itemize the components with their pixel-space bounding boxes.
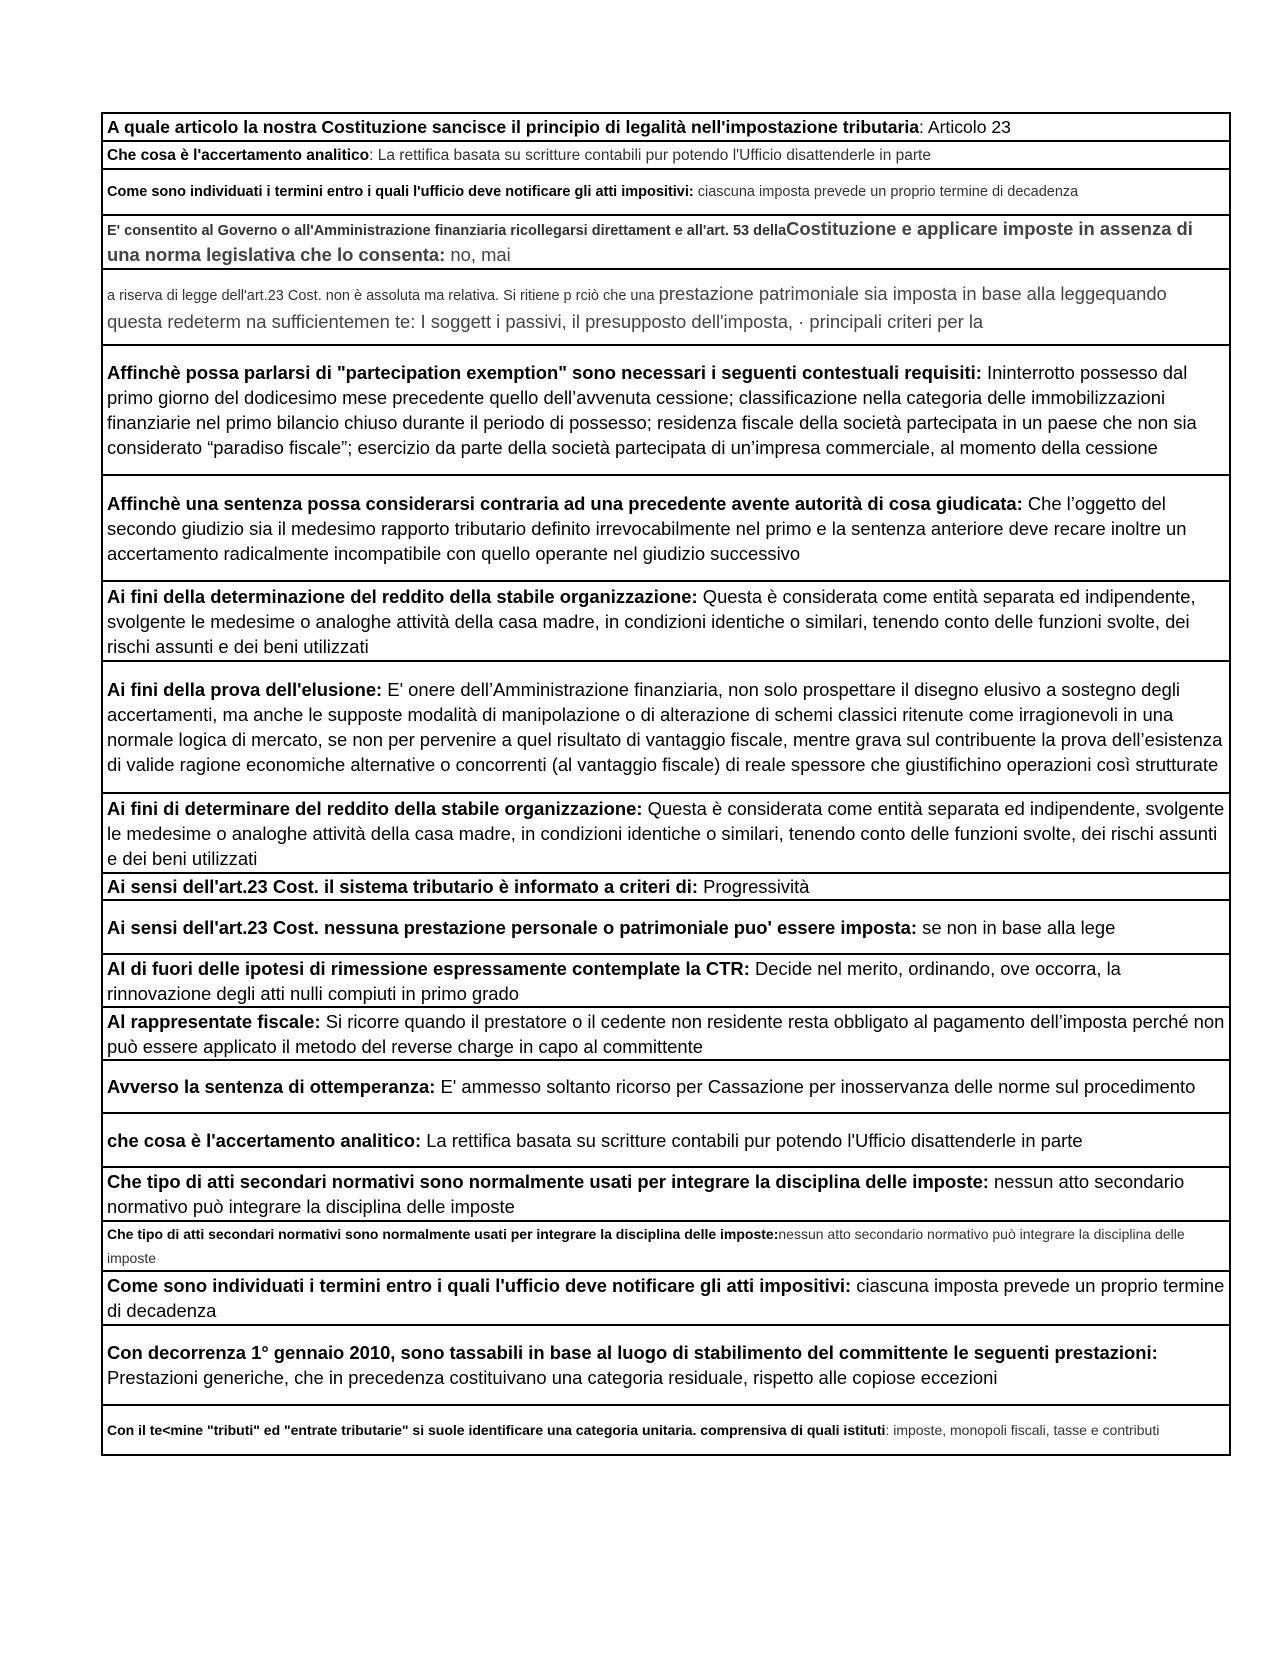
table-row xyxy=(101,114,1231,142)
table-row xyxy=(101,1061,1231,1114)
question: Affinchè possa parlarsi di "partecipation exemption" sono necessari i seguenti contestuali requisiti: xyxy=(107,362,982,383)
question: Affinchè una sentenza possa considerarsi contraria ad una precedente avente autorità di cosa giudicata: xyxy=(107,492,1023,514)
row-text xyxy=(107,360,1225,460)
table-row xyxy=(101,170,1231,216)
table-row xyxy=(101,142,1231,170)
question: Ai sensi dell'art.23 Cost. il sistema tributario è informato a criteri di: xyxy=(107,876,698,897)
table-row xyxy=(101,794,1231,874)
row-text xyxy=(107,281,1225,334)
row-text xyxy=(107,1222,1225,1270)
question: Come sono individuati i termini entro i quali l'ufficio deve notificare gli atti impositivi: xyxy=(107,1275,852,1296)
row-text xyxy=(107,180,1225,204)
question: Ai fini di determinare del reddito della stabile organizzazione: xyxy=(107,797,643,819)
table-row xyxy=(101,955,1231,1008)
row-text xyxy=(107,217,1225,267)
answer: Prestazioni generiche, che in precedenza costituivano una categoria residuale, rispetto alle copiose eccezioni xyxy=(107,1367,998,1388)
question: Con il te<mine "tributi" ed "entrate tributarie" si suole identificare una categoria unitaria. comprensiva di quali istituti xyxy=(107,1422,886,1438)
table-row xyxy=(101,1326,1231,1406)
row-text xyxy=(107,491,1225,566)
answer: E' ammesso soltanto ricorso per Cassazione per inosservanza delle norme sul procedimento xyxy=(435,1076,1196,1097)
row-text xyxy=(107,915,1225,940)
table-row xyxy=(101,476,1231,582)
answer: no, mai xyxy=(445,244,511,265)
table-row xyxy=(101,1272,1231,1326)
answer: : La rettifica basata su scritture contabili pur potendo l'Ufficio disattenderle in parte xyxy=(369,146,931,164)
question: Ai fini della determinazione del reddito della stabile organizzazione: xyxy=(107,585,698,607)
table-row xyxy=(101,346,1231,476)
table-row xyxy=(101,582,1231,662)
answer: : Articolo 23 xyxy=(919,116,1011,137)
question: Come sono individuati i termini entro i quali l'ufficio deve notificare gli atti impositivi: xyxy=(107,184,694,200)
row-text xyxy=(107,1273,1225,1323)
answer: nessun atto secondario normativo può integrare la disciplina delle imposte xyxy=(107,1226,1185,1266)
table-row xyxy=(101,1222,1231,1272)
question: Avverso la sentenza di ottemperanza: xyxy=(107,1076,436,1097)
row-text xyxy=(107,1009,1225,1059)
answer: Che l’oggetto del secondo giudizio sia il medesimo rapporto tributario definito irrevocabilmente nel primo e la sentenza anteriore deve recare inoltre un accertamento radicalmente incompatibile con quello operante nel giudizio successivo xyxy=(107,492,1187,564)
row-text xyxy=(107,1340,1225,1390)
row-text xyxy=(107,796,1225,871)
row-text xyxy=(107,1169,1225,1219)
answer: Progressività xyxy=(698,876,810,897)
row-text xyxy=(107,584,1225,659)
question: Ai sensi dell'art.23 Cost. nessuna prestazione personale o patrimoniale puo' essere imposta: xyxy=(107,916,918,938)
answer: ciascuna imposta prevede un proprio termine di decadenza xyxy=(693,184,1079,200)
answer: Si ricorre quando il prestatore o il cedente non residente resta obbligato al pagamento dell’imposta perché non può essere applicato il metodo del reverse charge in capo al committente xyxy=(107,1010,1225,1057)
answer: : imposte, monopoli fiscali, tasse e contributi xyxy=(885,1422,1160,1438)
row-text xyxy=(107,143,1225,168)
question: E' consentito al Governo o all'Amministrazione finanziaria ricollegarsi direttament e all'art. 53 della xyxy=(107,223,787,239)
row-text xyxy=(107,956,1225,1006)
table-row xyxy=(101,1008,1231,1061)
row-text xyxy=(107,115,1225,140)
answer: E' onere dell’Amministrazione finanziaria, non solo prospettare il disegno elusivo a sostegno degli accertamenti, ma anche le supposte modalità di manipolazione o di alterazione di schemi classici ritenute come irragionevoli in una normale logica di mercato, se non per pervenire a quel risultato di vantaggio fiscale, mentre grava sul contribuente la prova dell’esistenza di valide ragione economiche alternative o concorrenti (al vantaggio fiscale) di reale spessore che giustifichino operazioni così strutturate xyxy=(107,679,1223,775)
answer: La rettifica basata su scritture contabili pur potendo l'Ufficio disattenderle in parte xyxy=(421,1129,1083,1151)
table-row xyxy=(101,901,1231,955)
table-row xyxy=(101,1168,1231,1222)
row-text xyxy=(107,677,1225,777)
answer: se non in base alla lege xyxy=(917,916,1116,938)
quiz-table xyxy=(101,112,1231,1456)
answer: Decide nel merito, ordinando, ove occorra, la rinnovazione degli atti nulli compiuti in primo grado xyxy=(107,957,1121,1004)
question: Che cosa è l'accertamento analitico xyxy=(107,146,370,164)
row-text xyxy=(107,1074,1225,1099)
table-row xyxy=(101,662,1231,794)
question: Al rappresentate fiscale: xyxy=(107,1010,321,1032)
question: Ai fini della prova dell'elusione: xyxy=(107,679,383,700)
question: Che tipo di atti secondari normativi sono normalmente usati per integrare la disciplina delle imposte: xyxy=(107,1171,989,1192)
answer: prestazione patrimoniale sia imposta in base alla leggequando questa redeterm na sufficientemen te: I soggett i passivi, il presupposto dell'imposta, · principali criteri per la xyxy=(107,282,1167,332)
question: che cosa è l'accertamento analitico: xyxy=(107,1129,422,1151)
question: Al di fuori delle ipotesi di rimessione espressamente contemplate la CTR: xyxy=(107,957,750,979)
row-text xyxy=(107,874,1225,899)
question: Con decorrenza 1° gennaio 2010, sono tassabili in base al luogo di stabilimento del committente le seguenti prestazioni: xyxy=(107,1342,1158,1363)
answer-small: a riserva di legge dell'art.23 Cost. non è assoluta ma relativa. Si ritiene p rciò che una xyxy=(107,287,659,304)
answer: Questa è considerata come entità separata ed indipendente, svolgente le medesime o analoghe attività della casa madre, in condizioni identiche o similari, tenendo conto delle funzioni svolte, dei rischi assunti e dei beni utilizzati xyxy=(107,797,1225,869)
table-row xyxy=(101,874,1231,901)
table-row xyxy=(101,216,1231,270)
question-continued: Costituzione e applicare imposte in assenza di una norma legislativa che lo consenta: xyxy=(107,218,1193,265)
answer: nessun atto secondario normativo può integrare la disciplina delle imposte xyxy=(107,1171,1185,1217)
question: A quale articolo la nostra Costituzione sancisce il principio di legalità nell'impostazione tributaria xyxy=(107,116,920,137)
table-row xyxy=(101,1114,1231,1168)
table-row xyxy=(101,270,1231,346)
table-row xyxy=(101,1406,1231,1456)
answer: ciascuna imposta prevede un proprio termine di decadenza xyxy=(107,1275,1225,1321)
row-text xyxy=(107,1418,1225,1442)
row-text xyxy=(107,1128,1225,1153)
question: Che tipo di atti secondari normativi sono normalmente usati per integrare la disciplina delle imposte: xyxy=(107,1226,779,1242)
answer: Ininterrotto possesso dal primo giorno del dodicesimo mese precedente quello dell’avvenuta cessione; classificazione nella categoria delle immobilizzazioni finanziarie nel primo bilancio chiuso durante il periodo di possesso; residenza fiscale della società partecipata in un paese che non sia considerato “paradiso fiscale”; esercizio da parte della società partecipata di un’impresa commerciale, al momento della cessione xyxy=(107,362,1197,458)
answer: Questa è considerata come entità separata ed indipendente, svolgente le medesime o analoghe attività della casa madre, in condizioni identiche o similari, tenendo conto delle funzioni svolte, dei rischi assunti e dei beni utilizzati xyxy=(107,585,1196,657)
